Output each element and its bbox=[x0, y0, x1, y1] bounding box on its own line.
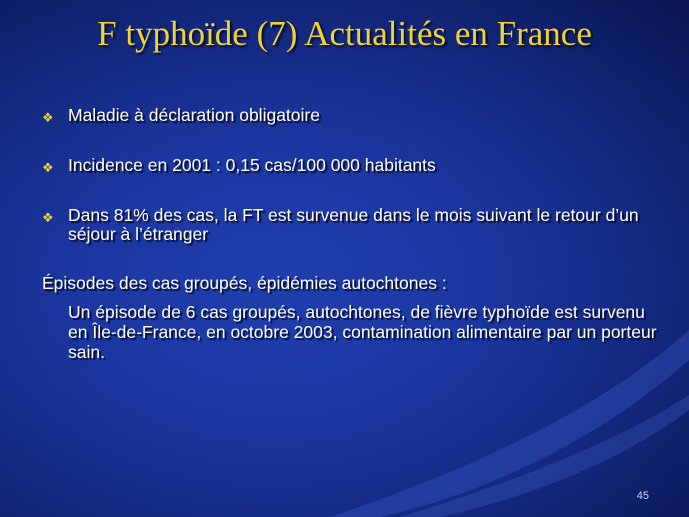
section-body-text: Un épisode de 6 cas groupés, autochtones, de fièvre typhoïde est survenu en Île-de-France, en octobre 2003, contamination alimentaire par un porteur sain. bbox=[68, 302, 657, 362]
bullet-item bbox=[42, 106, 642, 125]
diamond-bullet-icon: ❖ bbox=[42, 210, 54, 225]
section-heading: Épisodes des cas groupés, épidémies autochtones : bbox=[42, 273, 447, 293]
bullet-item bbox=[42, 206, 642, 244]
bullet-item bbox=[42, 156, 642, 175]
diamond-bullet-icon: ❖ bbox=[42, 160, 54, 175]
section-body bbox=[42, 302, 668, 362]
bullet-text: Incidence en 2001 : 0,15 cas/100 000 habitants bbox=[68, 155, 436, 175]
page-number: 45 bbox=[636, 490, 649, 502]
bullet-text: Maladie à déclaration obligatoire bbox=[68, 105, 320, 125]
diamond-bullet-icon: ❖ bbox=[42, 110, 54, 125]
bullet-text: Dans 81% des cas, la FT est survenue dans le mois suivant le retour d’un séjour à l’étranger bbox=[68, 205, 639, 244]
slide-title: F typhoïde (7) Actualités en France bbox=[97, 14, 592, 53]
